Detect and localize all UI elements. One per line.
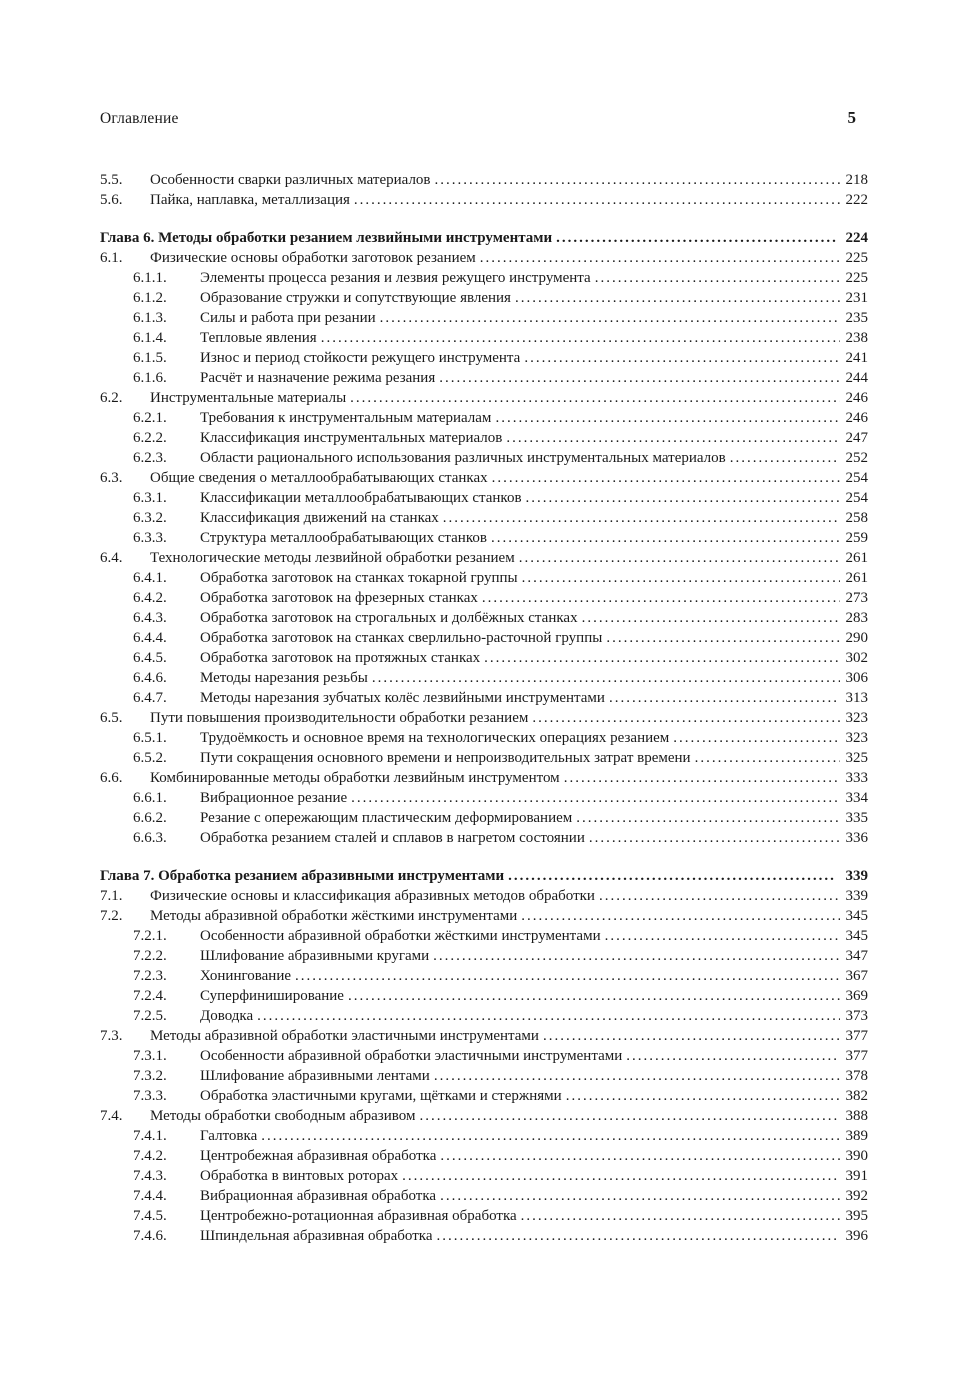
toc-entry [100,1026,868,1046]
toc-entry-page: 252 [845,450,868,466]
toc-entry-page: 246 [845,410,868,426]
toc-entry-page: 345 [845,928,868,944]
toc-entry-title: Классификация движений на станках [200,510,439,526]
toc-entry-title: Шлифование абразивными кругами [200,948,430,964]
toc-entry-number: 7.2.5. [133,1008,167,1024]
toc-list [100,170,868,1246]
toc-entry-number: 6.5.1. [133,730,167,746]
toc-entry-title: Силы и работа при резании [200,310,376,326]
toc-entry [100,1226,868,1246]
toc-entry-page: 222 [845,192,868,208]
dot-leader [595,268,840,288]
toc-entry-page: 336 [845,830,868,846]
toc-entry [100,190,868,210]
toc-entry-page: 396 [845,1228,868,1244]
toc-entry-number: 7.2. [100,908,123,924]
toc-entry-title: Трудоёмкость и основное время на технологических операциях резанием [200,730,670,746]
toc-entry [100,808,868,828]
toc-entry-number: 6.2.1. [133,410,167,426]
toc-entry-number: 6.4.5. [133,650,167,666]
toc-entry-page: 246 [845,390,868,406]
toc-entry-title: Элементы процесса резания и лезвия режущего инструмента [200,270,591,286]
dot-leader [582,608,840,628]
toc-entry-title: Вибрационное резание [200,790,348,806]
toc-entry [100,946,868,966]
toc-entry-page: 347 [845,948,868,964]
toc-entry-number: 6.2. [100,390,123,406]
toc-entry-page: 261 [845,570,868,586]
toc-entry-page: 367 [845,968,868,984]
toc-entry-number: 6.1.2. [133,290,167,306]
toc-entry [100,368,868,388]
dot-leader [519,548,840,568]
toc-entry [100,906,868,926]
toc-entry-page: 339 [845,868,868,884]
toc-entry-title: Требования к инструментальным материалам [200,410,492,426]
toc-entry-title: Пути сокращения основного времени и непроизводительных затрат времени [200,750,691,766]
toc-entry [100,1006,868,1026]
toc-entry-page: 225 [845,250,868,266]
dot-leader [532,708,840,728]
dot-leader [589,828,840,848]
toc-entry-title: Классификации металлообрабатывающих станков [200,490,522,506]
toc-entry-title: Шпиндельная абразивная обработка [200,1228,433,1244]
toc-entry-page: 389 [845,1128,868,1144]
toc-entry-title: Хонингование [200,968,292,984]
toc-entry-title: Обработка заготовок на станках токарной группы [200,570,518,586]
toc-entry [100,1166,868,1186]
toc-entry-title: Области рационального использования различных инструментальных материалов [200,450,726,466]
toc-entry-number: 7.2.2. [133,948,167,964]
dot-leader [419,1106,840,1126]
toc-entry-number: 7.4.4. [133,1188,167,1204]
toc-entry [100,528,868,548]
toc-entry [100,828,868,848]
dot-leader [480,248,840,268]
toc-entry-page: 345 [845,908,868,924]
dot-leader [443,508,840,528]
toc-entry [100,268,868,288]
toc-entry-number: 7.4.5. [133,1208,167,1224]
dot-leader [605,926,840,946]
toc-entry-title: Физические основы и классификация абразивных методов обработки [150,888,595,904]
toc-entry-page: 377 [845,1028,868,1044]
dot-leader [576,808,840,828]
toc-entry-title: Образование стружки и сопутствующие явления [200,290,511,306]
dot-leader [482,588,840,608]
toc-entry-number: 7.4.1. [133,1128,167,1144]
toc-entry-number: 7.2.4. [133,988,167,1004]
toc-entry-number: 6.3.2. [133,510,167,526]
dot-leader [626,1046,840,1066]
toc-entry-title: Особенности сварки различных материалов [150,172,431,188]
toc-entry-number: 6.6.3. [133,830,167,846]
toc-entry-page: 273 [845,590,868,606]
toc-entry [100,648,868,668]
toc-entry-number: 7.4.6. [133,1228,167,1244]
toc-entry [100,708,868,728]
toc-entry-page: 224 [845,230,868,246]
toc-entry-title: Расчёт и назначение режима резания [200,370,436,386]
dot-leader [257,1006,840,1026]
toc-entry-page: 378 [845,1068,868,1084]
toc-entry-page: 225 [845,270,868,286]
dot-leader [492,468,840,488]
toc-entry-page: 261 [845,550,868,566]
toc-entry [100,408,868,428]
dot-leader [484,648,840,668]
toc-entry-title: Методы абразивной обработки эластичными инструментами [150,1028,539,1044]
toc-entry-page: 392 [845,1188,868,1204]
toc-entry-page: 325 [845,750,868,766]
toc-entry [100,548,868,568]
toc-entry-number: 6.4.6. [133,670,167,686]
toc-entry-page: 306 [845,670,868,686]
dot-leader [495,408,840,428]
toc-entry-page: 382 [845,1088,868,1104]
toc-entry-number: 6.1. [100,250,123,266]
toc-entry-page: 391 [845,1168,868,1184]
dot-leader [521,1206,840,1226]
toc-entry-page: 334 [845,790,868,806]
toc-entry-page: 244 [845,370,868,386]
dot-leader [515,288,840,308]
toc-entry-page: 395 [845,1208,868,1224]
dot-leader [433,946,840,966]
toc-entry [100,468,868,488]
toc-entry-title: Физические основы обработки заготовок резанием [150,250,476,266]
toc-entry-title: Обработка заготовок на фрезерных станках [200,590,478,606]
dot-leader [440,1186,840,1206]
page-header [100,108,868,128]
toc-entry [100,1206,868,1226]
dot-leader [348,986,840,1006]
toc-entry-page: 231 [845,290,868,306]
toc-entry-title: Особенности абразивной обработки эластичными инструментами [200,1048,623,1064]
dot-leader [354,190,840,210]
dot-leader [435,170,840,190]
toc-entry-page: 333 [845,770,868,786]
toc-entry-title: Резание с опережающим пластическим деформированием [200,810,573,826]
toc-entry-number: 7.4.2. [133,1148,167,1164]
toc-entry [100,488,868,508]
dot-leader [440,1146,840,1166]
toc-entry [100,728,868,748]
toc-entry [100,170,868,190]
toc-entry-title: Суперфиниширование [200,988,344,1004]
toc-entry [100,768,868,788]
dot-leader [566,1086,840,1106]
toc-entry-number: 6.6. [100,770,123,786]
dot-leader [606,628,840,648]
toc-entry [100,608,868,628]
toc-entry-title: Обработка эластичными кругами, щётками и стержнями [200,1088,562,1104]
toc-entry-title: Методы нарезания зубчатых колёс лезвийными инструментами [200,690,605,706]
dot-leader [351,788,840,808]
toc-entry-page: 254 [845,490,868,506]
toc-entry-title: Обработка резанием сталей и сплавов в нагретом состоянии [200,830,585,846]
dot-leader [599,886,840,906]
toc-entry-title: Пайка, наплавка, металлизация [150,192,350,208]
toc-entry [100,1126,868,1146]
toc-entry [100,966,868,986]
toc-entry-title: Глава 7. Обработка резанием абразивными инструментами [100,868,505,884]
toc-entry-number: 6.4. [100,550,123,566]
toc-entry-page: 377 [845,1048,868,1064]
page-number: 5 [847,108,856,127]
toc-entry-title: Методы нарезания резьбы [200,670,368,686]
dot-leader [506,428,840,448]
toc-entry-page: 254 [845,470,868,486]
toc-entry [100,1086,868,1106]
dot-leader [380,308,840,328]
toc-entry-title: Тепловые явления [200,330,317,346]
toc-entry [100,1066,868,1086]
toc-entry-page: 339 [845,888,868,904]
dot-leader [434,1066,840,1086]
toc-entry-number: 6.4.3. [133,610,167,626]
toc-entry-page: 369 [845,988,868,1004]
toc-entry-title: Глава 6. Методы обработки резанием лезвийными инструментами [100,230,553,246]
toc-entry [100,308,868,328]
toc-entry [100,886,868,906]
toc-entry-title: Центробежная абразивная обработка [200,1148,437,1164]
toc-entry-title: Доводка [200,1008,254,1024]
toc-entry-title: Инструментальные материалы [150,390,347,406]
toc-entry-number: 6.3.1. [133,490,167,506]
toc-entry-number: 6.1.5. [133,350,167,366]
toc-entry-number: 7.3.1. [133,1048,167,1064]
toc-entry-title: Износ и период стойкости режущего инструмента [200,350,521,366]
toc-entry [100,288,868,308]
toc-entry-number: 6.3.3. [133,530,167,546]
toc-entry-page: 218 [845,172,868,188]
dot-leader [372,668,840,688]
toc-entry-number: 6.1.1. [133,270,167,286]
toc-entry [100,866,868,886]
toc-entry-title: Обработка заготовок на станках сверлильно-расточной группы [200,630,603,646]
toc-entry-number: 7.2.1. [133,928,167,944]
toc-entry-page: 335 [845,810,868,826]
toc-entry-page: 323 [845,710,868,726]
toc-entry-title: Методы обработки свободным абразивом [150,1108,416,1124]
toc-entry-page: 247 [845,430,868,446]
toc-entry [100,448,868,468]
dot-leader [522,568,840,588]
dot-leader [695,748,840,768]
toc-entry-number: 5.5. [100,172,123,188]
toc-entry-page: 388 [845,1108,868,1124]
dot-leader [556,228,836,248]
toc-entry-title: Обработка заготовок на протяжных станках [200,650,481,666]
toc-entry-number: 7.4.3. [133,1168,167,1184]
dot-leader [526,488,840,508]
toc-entry-number: 7.4. [100,1108,123,1124]
toc-entry [100,348,868,368]
toc-entry [100,568,868,588]
toc-entry [100,986,868,1006]
toc-entry-number: 6.4.7. [133,690,167,706]
dot-leader [609,688,840,708]
dot-leader [491,528,840,548]
toc-entry-title: Шлифование абразивными лентами [200,1068,430,1084]
toc-entry [100,1106,868,1126]
toc-entry-title: Центробежно-ротационная абразивная обработка [200,1208,517,1224]
toc-entry [100,668,868,688]
toc-entry-title: Общие сведения о металлообрабатывающих станках [150,470,488,486]
toc-entry-number: 6.6.2. [133,810,167,826]
dot-leader [564,768,840,788]
toc-entry [100,748,868,768]
toc-entry-title: Обработка в винтовых роторах [200,1168,399,1184]
toc-entry-page: 238 [845,330,868,346]
toc-entry-number: 6.6.1. [133,790,167,806]
toc-entry-title: Классификация инструментальных материалов [200,430,503,446]
toc-entry-number: 7.3.2. [133,1068,167,1084]
toc-entry-page: 258 [845,510,868,526]
dot-leader [350,388,840,408]
toc-entry-number: 7.1. [100,888,123,904]
toc-entry-page: 290 [845,630,868,646]
toc-entry-title: Пути повышения производительности обработки резанием [150,710,529,726]
toc-entry [100,1186,868,1206]
toc-entry-page: 373 [845,1008,868,1024]
toc-entry-title: Комбинированные методы обработки лезвийным инструментом [150,770,560,786]
dot-leader [321,328,840,348]
toc-entry-title: Галтовка [200,1128,258,1144]
toc-entry-number: 6.2.2. [133,430,167,446]
toc-entry-number: 6.5.2. [133,750,167,766]
toc-entry [100,1046,868,1066]
toc-entry-page: 302 [845,650,868,666]
dot-leader [543,1026,840,1046]
toc-entry-number: 6.1.4. [133,330,167,346]
toc-heading: Оглавление [100,110,179,127]
toc-entry-number: 6.1.6. [133,370,167,386]
dot-leader [521,906,840,926]
toc-entry [100,508,868,528]
toc-entry-number: 7.3. [100,1028,123,1044]
toc-entry [100,228,868,248]
dot-leader [261,1126,840,1146]
toc-entry-number: 6.2.3. [133,450,167,466]
toc-entry-title: Структура металлообрабатывающих станков [200,530,487,546]
dot-leader [673,728,840,748]
toc-entry-number: 6.1.3. [133,310,167,326]
toc-entry [100,588,868,608]
toc-entry-page: 259 [845,530,868,546]
toc-entry [100,628,868,648]
toc-entry-number: 6.4.1. [133,570,167,586]
toc-entry-number: 6.3. [100,470,123,486]
toc-entry [100,388,868,408]
toc-entry-title: Особенности абразивной обработки жёсткими инструментами [200,928,601,944]
toc-entry-number: 5.6. [100,192,123,208]
toc-entry-number: 7.2.3. [133,968,167,984]
toc-entry-page: 283 [845,610,868,626]
toc-entry-title: Обработка заготовок на строгальных и долбёжных станках [200,610,578,626]
toc-entry [100,248,868,268]
toc-entry-page: 390 [845,1148,868,1164]
dot-leader [508,866,836,886]
dot-leader [402,1166,840,1186]
toc-entry [100,1146,868,1166]
toc-entry-title: Методы абразивной обработки жёсткими инструментами [150,908,518,924]
dot-leader [730,448,840,468]
toc-entry [100,428,868,448]
toc-entry [100,926,868,946]
dot-leader [439,368,840,388]
toc-entry-title: Вибрационная абразивная обработка [200,1188,437,1204]
toc-entry [100,688,868,708]
toc-entry [100,328,868,348]
toc-entry-number: 6.5. [100,710,123,726]
toc-entry-number: 6.4.2. [133,590,167,606]
toc-entry-page: 323 [845,730,868,746]
toc-entry [100,788,868,808]
dot-leader [436,1226,840,1246]
toc-entry-page: 241 [845,350,868,366]
toc-entry-title: Технологические методы лезвийной обработки резанием [150,550,515,566]
toc-entry-number: 6.4.4. [133,630,167,646]
toc-entry-number: 7.3.3. [133,1088,167,1104]
dot-leader [295,966,840,986]
toc-entry-page: 235 [845,310,868,326]
dot-leader [524,348,840,368]
toc-entry-page: 313 [845,690,868,706]
